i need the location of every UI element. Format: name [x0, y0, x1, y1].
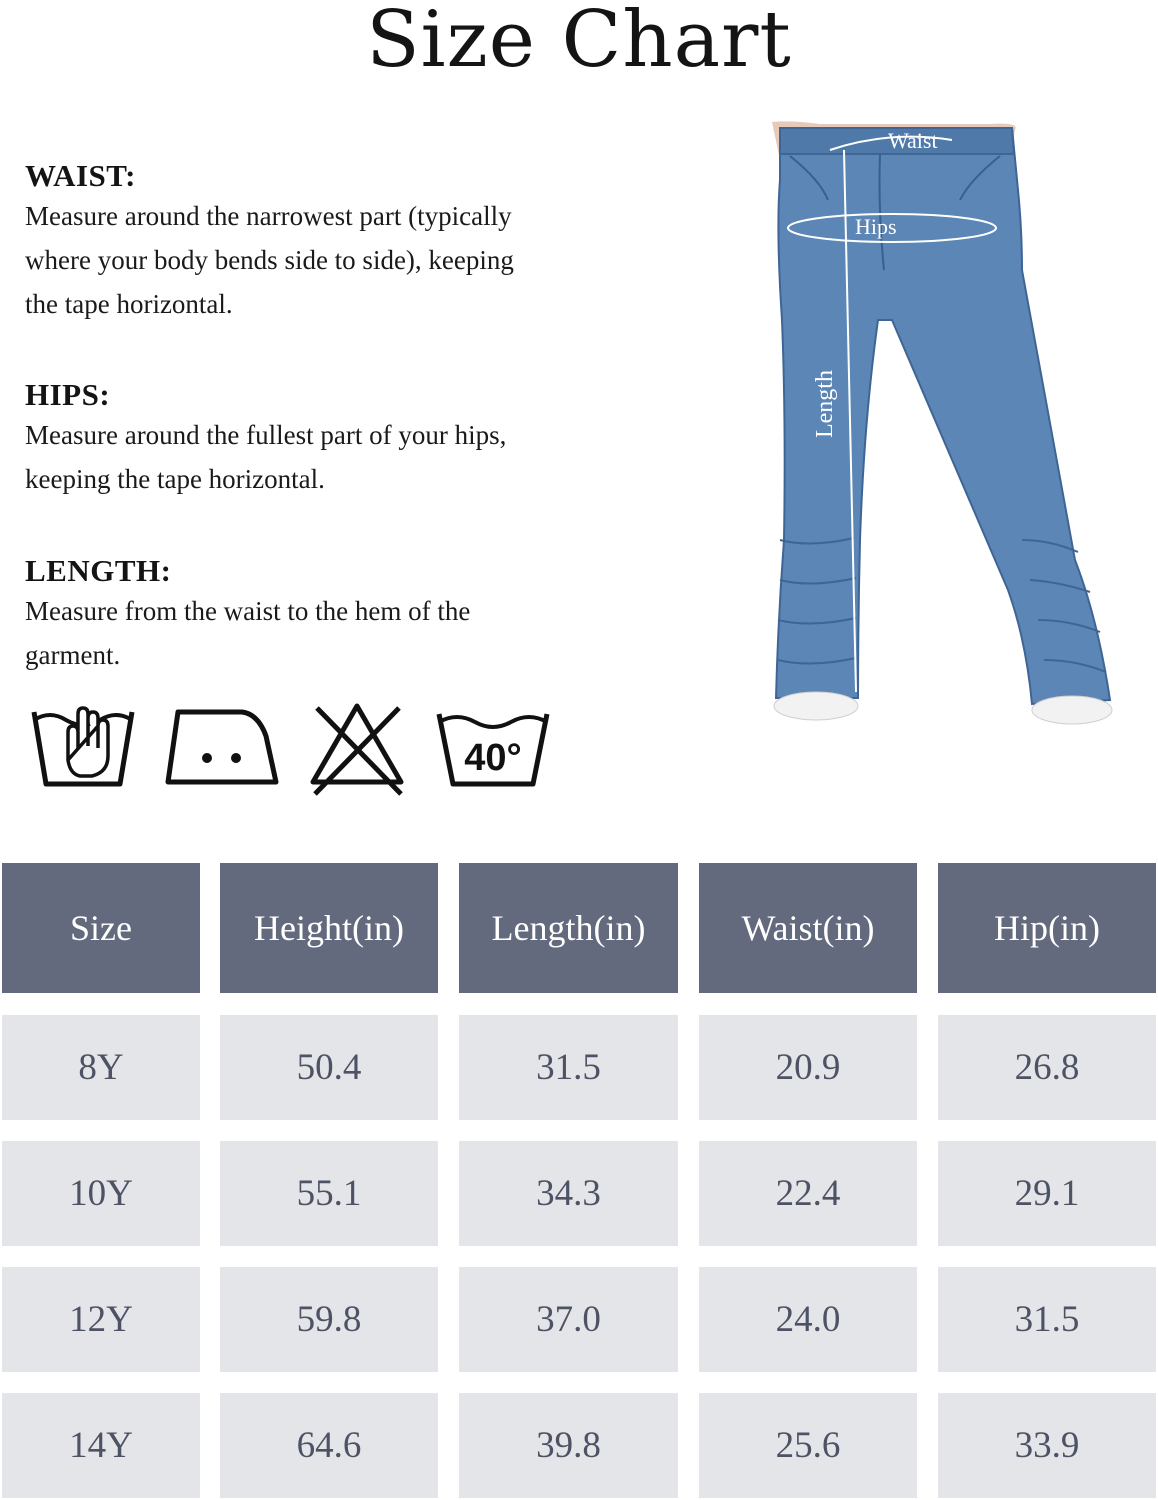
hips-line: Measure around the fullest part of your hips,: [25, 420, 507, 450]
waist-heading: WAIST:: [25, 158, 136, 193]
table-cell-length: 31.5: [459, 1015, 678, 1120]
table-cell-size: 10Y: [2, 1141, 200, 1246]
column-header-length: Length(in): [459, 863, 678, 993]
column-header-size: Size: [2, 863, 200, 993]
page-title: Size Chart: [366, 0, 792, 85]
table-cell-length: 39.8: [459, 1393, 678, 1498]
length-figure-label: Length: [812, 370, 838, 438]
table-cell-length: 34.3: [459, 1141, 678, 1246]
table-cell-waist: 25.6: [699, 1393, 917, 1498]
table-cell-size: 8Y: [2, 1015, 200, 1120]
table-cell-waist: 20.9: [699, 1015, 917, 1120]
table-cell-hip: 33.9: [938, 1393, 1156, 1498]
care-instructions: [25, 690, 565, 795]
table-cell-length: 37.0: [459, 1267, 678, 1372]
hips-figure-label: Hips: [855, 214, 897, 239]
column-header-waist: Waist(in): [699, 863, 917, 993]
column-header-hip: Hip(in): [938, 863, 1156, 993]
hand-wash-icon: [28, 690, 140, 790]
table-cell-height: 59.8: [220, 1267, 438, 1372]
do-not-bleach-icon: [303, 690, 411, 796]
wash-40-icon: [433, 690, 553, 790]
hips-heading: HIPS:: [25, 377, 111, 412]
waist-line: where your body bends side to side), keeping: [25, 245, 514, 275]
table-cell-waist: 24.0: [699, 1267, 917, 1372]
waist-description: [25, 194, 665, 326]
waist-section: [25, 158, 665, 326]
table-cell-hip: 29.1: [938, 1141, 1156, 1246]
right-shoe: [1032, 696, 1112, 724]
size-table: [0, 863, 1158, 1500]
length-line: Measure from the waist to the hem of the: [25, 596, 471, 626]
length-line: garment.: [25, 640, 121, 670]
jeans-measurement-figure: [760, 120, 1130, 740]
hips-line: keeping the tape horizontal.: [25, 464, 325, 494]
table-cell-size: 14Y: [2, 1393, 200, 1498]
iron-low-heat-icon: [162, 690, 280, 790]
length-heading: LENGTH:: [25, 553, 172, 588]
waist-line: the tape horizontal.: [25, 289, 233, 319]
column-header-height: Height(in): [220, 863, 438, 993]
length-description: [25, 589, 665, 677]
table-cell-height: 55.1: [220, 1141, 438, 1246]
waist-figure-label: Waist: [888, 128, 938, 153]
table-cell-height: 50.4: [220, 1015, 438, 1120]
table-cell-size: 12Y: [2, 1267, 200, 1372]
left-shoe: [774, 692, 858, 720]
wash-temperature-label: 40°: [464, 737, 522, 779]
table-cell-height: 64.6: [220, 1393, 438, 1498]
table-cell-waist: 22.4: [699, 1141, 917, 1246]
table-cell-hip: 26.8: [938, 1015, 1156, 1120]
table-cell-hip: 31.5: [938, 1267, 1156, 1372]
length-section: [25, 553, 665, 677]
waist-line: Measure around the narrowest part (typically: [25, 201, 512, 231]
hips-section: [25, 377, 665, 501]
hips-description: [25, 413, 665, 501]
